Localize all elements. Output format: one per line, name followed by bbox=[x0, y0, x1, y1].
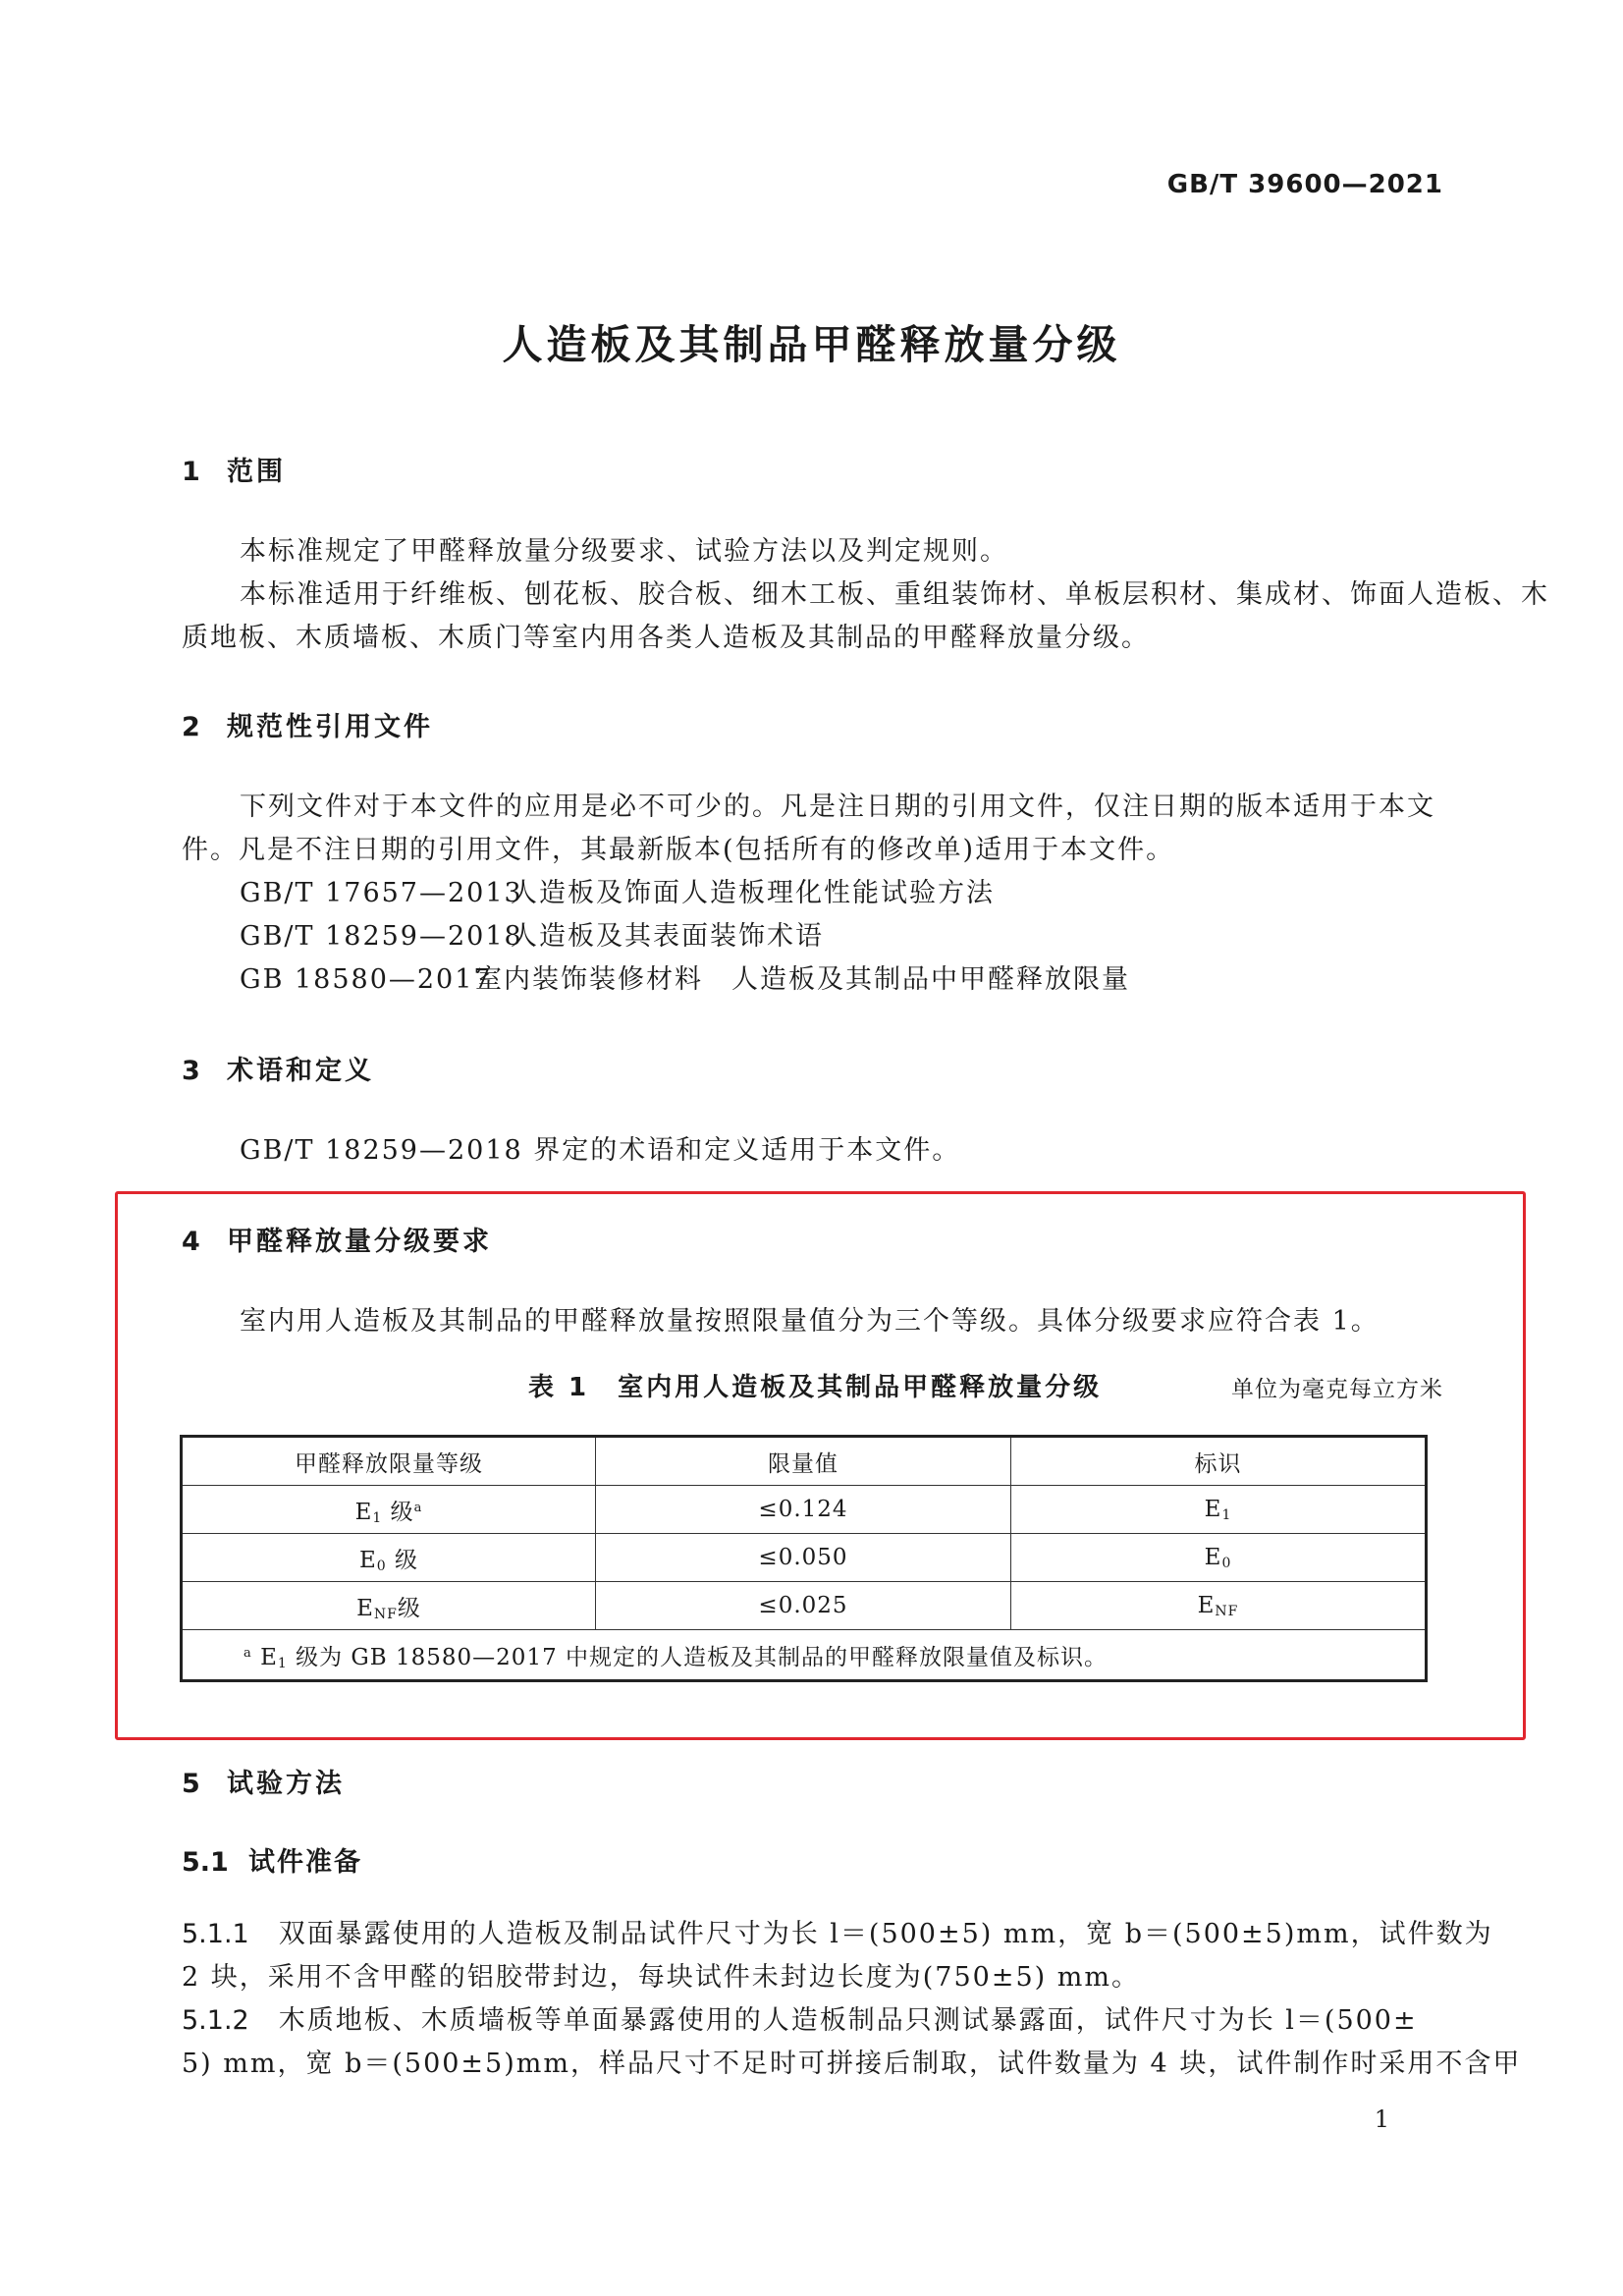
reference-code: GB/T 17657—2013 bbox=[240, 878, 523, 908]
table-note-row bbox=[182, 1630, 1427, 1681]
limit-cell: ≤0.025 bbox=[595, 1582, 1010, 1630]
reference-title: 人造板及其表面装饰术语 bbox=[511, 921, 824, 952]
document-title: 人造板及其制品甲醛释放量分级 bbox=[502, 321, 1121, 368]
section-1-paragraph-2-line-1: 本标准适用于纤维板、刨花板、胶合板、细木工板、重组装饰材、单板层积材、集成材、饰面人造板、木 bbox=[240, 579, 1549, 610]
reference-title: 人造板及饰面人造板理化性能试验方法 bbox=[511, 878, 995, 908]
normative-reference bbox=[240, 958, 1130, 1002]
section-title: 甲醛释放量分级要求 bbox=[227, 1227, 492, 1257]
mark-cell: $E_1$ bbox=[1011, 1486, 1427, 1534]
table-footnote: $^a$ $E_1$ 级为 GB 18580—2017 中规定的人造板及其制品的甲醛释放限量值及标识。 bbox=[182, 1630, 1427, 1681]
reference-code: GB 18580—2017 bbox=[240, 964, 493, 995]
section-2-paragraph-line-2: 件。凡是不注日期的引用文件，其最新版本(包括所有的修改单)适用于本文件。 bbox=[182, 835, 1175, 865]
section-4-heading bbox=[182, 1220, 492, 1258]
table-row bbox=[182, 1582, 1427, 1630]
normative-reference bbox=[240, 915, 824, 958]
section-1-paragraph-1: 本标准规定了甲醛释放量分级要求、试验方法以及判定规则。 bbox=[240, 536, 1008, 567]
table-header-cell: 限量值 bbox=[595, 1437, 1010, 1486]
grade-cell: $E_0$ 级 bbox=[182, 1534, 596, 1582]
section-1-paragraph-2-line-2: 质地板、木质墙板、木质门等室内用各类人造板及其制品的甲醛释放量分级。 bbox=[182, 623, 1150, 653]
section-title: 范围 bbox=[227, 457, 286, 487]
clause-5-1-2-line-2: 5) mm，宽 b＝(500±5)mm，样品尺寸不足时可拼接后制取，试件数量为 4 块，试件制作时采用不含甲 bbox=[182, 2049, 1522, 2079]
subsection-number: 5.1 bbox=[182, 1847, 229, 1878]
grade-cell: $E_{NF}$级 bbox=[182, 1582, 596, 1630]
table-header-cell: 标识 bbox=[1011, 1437, 1427, 1486]
section-title: 试验方法 bbox=[227, 1769, 345, 1799]
section-title: 术语和定义 bbox=[227, 1056, 374, 1086]
section-number: 4 bbox=[182, 1227, 200, 1257]
section-2-heading bbox=[182, 705, 433, 743]
limit-cell: ≤0.124 bbox=[595, 1486, 1010, 1534]
reference-code: GB/T 18259—2018 bbox=[240, 921, 523, 952]
clause-number: 5.1.1 bbox=[182, 1919, 249, 1949]
section-number: 3 bbox=[182, 1056, 200, 1086]
mark-cell: $E_0$ bbox=[1011, 1534, 1427, 1582]
section-4-paragraph: 室内用人造板及其制品的甲醛释放量按照限量值分为三个等级。具体分级要求应符合表 1。 bbox=[240, 1306, 1380, 1337]
normative-reference bbox=[240, 872, 995, 915]
grade-cell: $E_1$ 级$^a$ bbox=[182, 1486, 596, 1534]
subsection-5-1-heading bbox=[182, 1840, 362, 1879]
section-5-heading bbox=[182, 1762, 345, 1800]
clause-5-1-1-line-2: 2 块，采用不含甲醛的铝胶带封边，每块试件未封边长度为(750±5) mm。 bbox=[182, 1962, 1140, 1993]
subsection-title: 试件准备 bbox=[248, 1847, 362, 1878]
section-3-paragraph: GB/T 18259—2018 界定的术语和定义适用于本文件。 bbox=[240, 1135, 961, 1166]
section-number: 1 bbox=[182, 457, 200, 487]
section-2-paragraph-line-1: 下列文件对于本文件的应用是必不可少的。凡是注日期的引用文件，仅注日期的版本适用于本文 bbox=[240, 792, 1435, 822]
table-caption: 表 1 室内用人造板及其制品甲醛释放量分级 bbox=[528, 1373, 1103, 1402]
clause-5-1-1-line-1: 5.1.1 双面暴露使用的人造板及制品试件尺寸为长 l＝(500±5) mm，宽 b＝(500±5)mm，试件数为 bbox=[182, 1919, 1493, 1949]
standard-number: GB/T 39600—2021 bbox=[1166, 170, 1443, 199]
clause-5-1-2-line-1: 5.1.2 木质地板、木质墙板等单面暴露使用的人造板制品只测试暴露面，试件尺寸为长 l＝(500± bbox=[182, 2005, 1418, 2036]
mark-cell: $E_{NF}$ bbox=[1011, 1582, 1427, 1630]
table-row bbox=[182, 1534, 1427, 1582]
clause-number: 5.1.2 bbox=[182, 2005, 249, 2036]
page-number: 1 bbox=[1374, 2105, 1389, 2133]
table-unit: 单位为毫克每立方米 bbox=[1231, 1377, 1443, 1402]
section-title: 规范性引用文件 bbox=[227, 712, 433, 742]
table-row bbox=[182, 1486, 1427, 1534]
grading-table bbox=[180, 1435, 1428, 1682]
section-3-heading bbox=[182, 1049, 374, 1087]
section-1-heading bbox=[182, 450, 286, 488]
limit-cell: ≤0.050 bbox=[595, 1534, 1010, 1582]
table-header-row bbox=[182, 1437, 1427, 1486]
section-number: 2 bbox=[182, 712, 200, 742]
reference-title: 室内装饰装修材料 人造板及其制品中甲醛释放限量 bbox=[475, 964, 1130, 995]
table-header-cell: 甲醛释放限量等级 bbox=[182, 1437, 596, 1486]
section-number: 5 bbox=[182, 1769, 200, 1799]
